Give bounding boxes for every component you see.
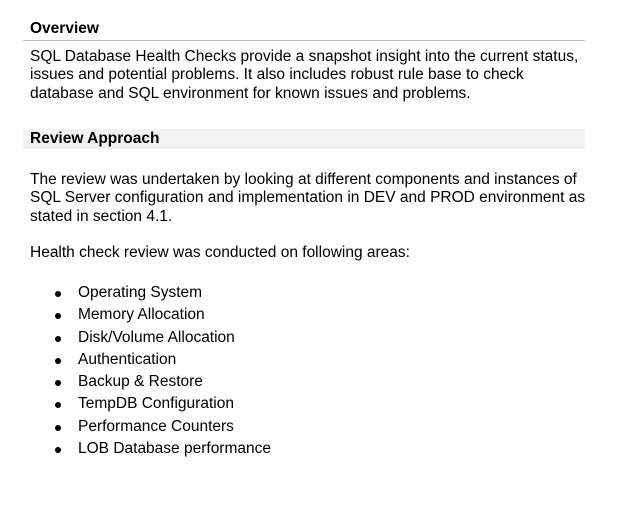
list-item xyxy=(0,393,271,415)
section-heading-review-approach: Review Approach xyxy=(30,130,160,147)
bullet-icon xyxy=(55,336,61,342)
bullet-icon xyxy=(55,402,61,408)
list-item-label: Performance Counters xyxy=(78,417,234,435)
list-item-label: Backup & Restore xyxy=(78,373,203,391)
bullet-icon xyxy=(55,313,61,319)
bullet-icon xyxy=(55,358,61,364)
list-item xyxy=(0,304,271,326)
list-item-label: Memory Allocation xyxy=(78,306,205,324)
list-item xyxy=(0,349,271,371)
list-item xyxy=(0,371,271,393)
overview-paragraph: SQL Database Health Checks provide a snapshot insight into the current status, issues and potential problems. It also includes robust rule base to check database and SQL environment for known issues and problems. xyxy=(30,48,579,102)
bullet-icon xyxy=(55,447,61,453)
list-item-label: LOB Database performance xyxy=(78,440,271,458)
list-item-label: Operating System xyxy=(78,284,203,301)
list-item-label: Disk/Volume Allocation xyxy=(78,328,235,346)
bullet-icon xyxy=(55,291,61,297)
bullet-icon xyxy=(55,380,61,386)
list-item xyxy=(0,416,271,438)
list-item xyxy=(0,438,271,460)
areas-list xyxy=(0,282,271,460)
list-item-label: Authentication xyxy=(78,350,177,368)
areas-intro: Health check review was conducted on following areas: xyxy=(30,244,410,261)
list-item xyxy=(0,327,271,349)
bullet-icon xyxy=(55,425,61,431)
review-approach-paragraph: The review was undertaken by looking at different components and instances of SQL Server configuration and implementation in DEV and PROD environment as stated in section 4.1. xyxy=(30,171,586,225)
section-heading-overview: Overview xyxy=(30,20,99,37)
list-item-label: TempDB Configuration xyxy=(78,395,234,413)
heading-divider xyxy=(23,40,585,41)
list-item xyxy=(0,282,271,304)
